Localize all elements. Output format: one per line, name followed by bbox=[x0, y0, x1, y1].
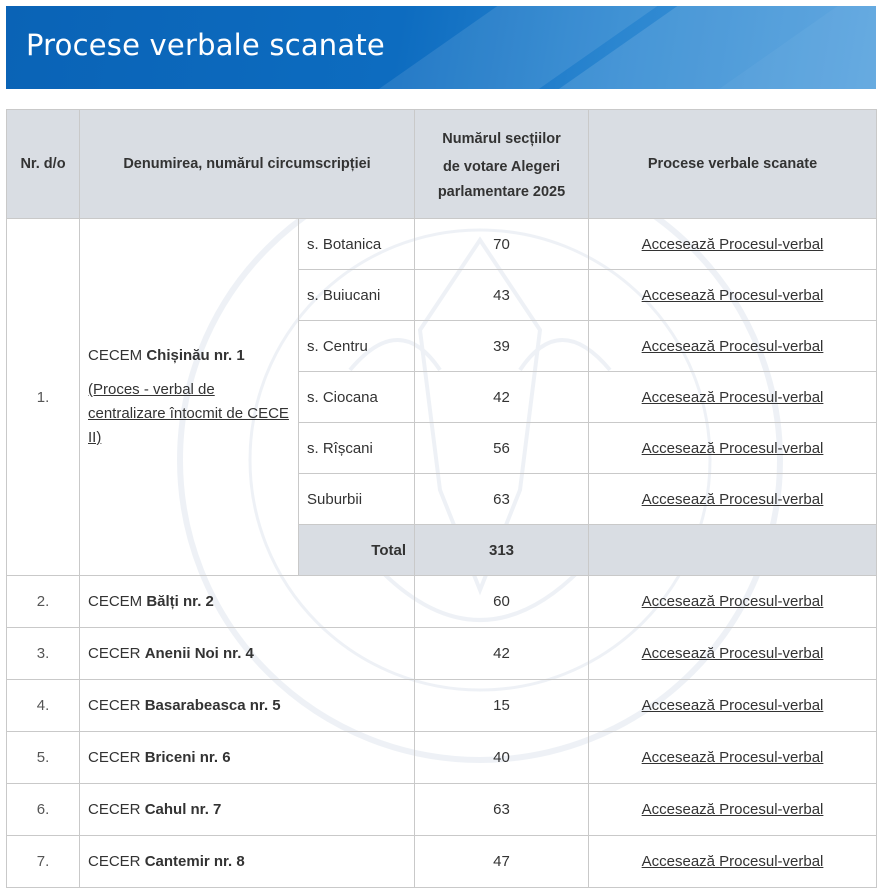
access-protocol-link[interactable]: Accesează Procesul-verbal bbox=[641, 388, 824, 406]
circumscription-title: Cantemir nr. 8 bbox=[144, 853, 245, 870]
row-number: 2. bbox=[7, 576, 80, 628]
table-row bbox=[7, 680, 877, 732]
col-header-sections-line: parlamentare 2025 bbox=[437, 184, 566, 200]
col-header-scans: Procese verbale scanate bbox=[589, 110, 877, 219]
circumscription-title: Basarabeasca nr. 5 bbox=[144, 697, 281, 714]
circumscription-title: Cahul nr. 7 bbox=[144, 801, 222, 818]
sector-name: Suburbii bbox=[299, 474, 415, 525]
access-protocol-link[interactable]: Accesează Procesul-verbal bbox=[641, 439, 824, 457]
row-number: 7. bbox=[7, 836, 80, 888]
table-row bbox=[7, 576, 877, 628]
circumscription-prefix: CECER bbox=[88, 697, 141, 714]
centralization-protocol-link[interactable]: (Proces - verbal de centralizare întocmit de CECE II) bbox=[88, 381, 289, 446]
circumscription-prefix: CECER bbox=[88, 801, 141, 818]
access-protocol-link[interactable]: Accesează Procesul-verbal bbox=[641, 235, 824, 253]
circumscription-title: Chișinău nr. 1 bbox=[146, 347, 245, 364]
page-title: Procese verbale scanate bbox=[26, 28, 385, 62]
table-row bbox=[7, 732, 877, 784]
row-number: 6. bbox=[7, 784, 80, 836]
access-protocol-link[interactable]: Accesează Procesul-verbal bbox=[641, 749, 824, 766]
sections-count: 56 bbox=[415, 423, 589, 474]
sector-name: s. Botanica bbox=[299, 219, 415, 270]
total-empty-cell bbox=[589, 525, 877, 576]
circumscription-prefix: CECER bbox=[88, 749, 141, 766]
total-label: Total bbox=[299, 525, 415, 576]
circumscription-name bbox=[88, 344, 290, 368]
table-row bbox=[7, 784, 877, 836]
circumscription-cell bbox=[80, 219, 299, 576]
sector-name: s. Ciocana bbox=[299, 372, 415, 423]
table-header-row bbox=[7, 110, 877, 219]
row-number: 4. bbox=[7, 680, 80, 732]
access-protocol-link[interactable]: Accesează Procesul-verbal bbox=[641, 801, 824, 818]
sections-count: 15 bbox=[415, 680, 589, 732]
circumscription-prefix: CECER bbox=[88, 853, 141, 870]
table-row bbox=[7, 219, 877, 270]
access-protocol-link[interactable]: Accesează Procesul-verbal bbox=[641, 593, 824, 610]
sections-count: 63 bbox=[415, 784, 589, 836]
col-header-sections-line: de votare Alegeri bbox=[442, 159, 561, 175]
row-number: 3. bbox=[7, 628, 80, 680]
access-protocol-link[interactable]: Accesează Procesul-verbal bbox=[641, 697, 824, 714]
access-protocol-link[interactable]: Accesează Procesul-verbal bbox=[641, 337, 824, 355]
col-header-name: Denumirea, numărul circumscripției bbox=[80, 110, 415, 219]
scanned-protocols-table bbox=[6, 109, 877, 888]
col-header-sections bbox=[415, 110, 589, 219]
access-protocol-link[interactable]: Accesează Procesul-verbal bbox=[641, 286, 824, 304]
sector-name: s. Centru bbox=[299, 321, 415, 372]
access-protocol-link[interactable]: Accesează Procesul-verbal bbox=[641, 645, 824, 662]
total-value: 313 bbox=[415, 525, 589, 576]
sector-name: s. Buiucani bbox=[299, 270, 415, 321]
sections-count: 60 bbox=[415, 576, 589, 628]
circumscription-title: Bălți nr. 2 bbox=[146, 593, 214, 610]
col-header-nr: Nr. d/o bbox=[7, 110, 80, 219]
access-protocol-link[interactable]: Accesează Procesul-verbal bbox=[641, 490, 824, 508]
sections-count: 40 bbox=[415, 732, 589, 784]
circumscription-name bbox=[80, 680, 415, 732]
sections-count: 43 bbox=[415, 270, 589, 321]
circumscription-name bbox=[80, 732, 415, 784]
circumscription-title: Briceni nr. 6 bbox=[144, 749, 231, 766]
table-row bbox=[7, 628, 877, 680]
sector-name: s. Rîșcani bbox=[299, 423, 415, 474]
circumscription-prefix: CECEM bbox=[88, 593, 143, 610]
access-protocol-link[interactable]: Accesează Procesul-verbal bbox=[641, 853, 824, 870]
sections-count: 42 bbox=[415, 628, 589, 680]
circumscription-name bbox=[80, 628, 415, 680]
circumscription-title: Anenii Noi nr. 4 bbox=[144, 645, 254, 662]
sections-count: 47 bbox=[415, 836, 589, 888]
row-number: 1. bbox=[7, 219, 80, 576]
sections-count: 42 bbox=[415, 372, 589, 423]
circumscription-name bbox=[80, 836, 415, 888]
circumscription-prefix: CECER bbox=[88, 645, 141, 662]
sections-count: 63 bbox=[415, 474, 589, 525]
sections-count: 70 bbox=[415, 219, 589, 270]
table-row bbox=[7, 836, 877, 888]
row-number: 5. bbox=[7, 732, 80, 784]
page-banner bbox=[6, 6, 876, 89]
circumscription-name bbox=[80, 576, 415, 628]
circumscription-name bbox=[80, 784, 415, 836]
col-header-sections-line: Numărul secțiilor bbox=[442, 131, 561, 147]
circumscription-prefix: CECEM bbox=[88, 347, 143, 364]
sections-count: 39 bbox=[415, 321, 589, 372]
